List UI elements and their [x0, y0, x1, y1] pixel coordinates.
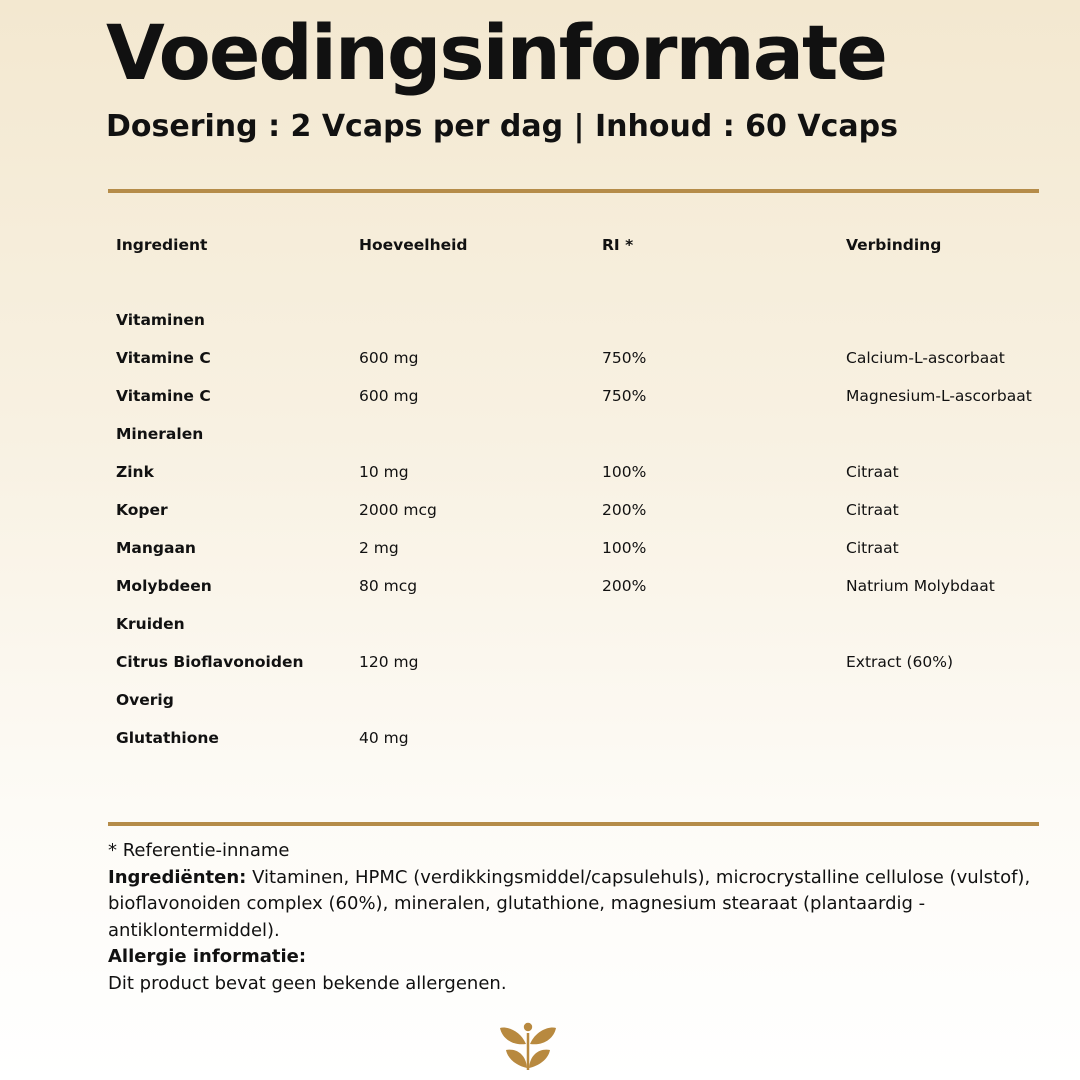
compound-cell: Magnesium-L-ascorbaat	[846, 387, 1032, 405]
ingredient-cell: Overig	[116, 691, 174, 709]
logo-head	[524, 1023, 532, 1031]
ingredient-cell: Koper	[116, 501, 168, 519]
compound-cell: Citraat	[846, 501, 899, 519]
header-amount: Hoeveelheid	[359, 236, 468, 254]
header-ri: RI *	[602, 236, 634, 254]
ri-cell: 200%	[602, 577, 647, 595]
amount-cell: 600 mg	[359, 387, 419, 405]
table-row	[116, 719, 1066, 757]
ri-footnote: * Referentie-inname	[108, 840, 290, 861]
table-section-row	[116, 605, 1066, 643]
ri-cell: 200%	[602, 501, 647, 519]
amount-cell: 120 mg	[359, 653, 419, 671]
compound-cell: Citraat	[846, 463, 899, 481]
table-row	[116, 339, 1066, 377]
allergy-label: Allergie informatie:	[108, 946, 307, 967]
header-ingredient: Ingredient	[116, 236, 208, 254]
table-row	[116, 529, 1066, 567]
table-section-row	[116, 681, 1066, 719]
bottom-divider	[108, 822, 1039, 826]
top-divider	[108, 189, 1039, 193]
ingredient-cell: Molybdeen	[116, 577, 212, 595]
logo-left-leaf	[500, 1028, 526, 1045]
ingredients-paragraph	[108, 865, 1073, 945]
ingredient-cell: Mangaan	[116, 539, 196, 557]
table-section-row	[116, 415, 1066, 453]
ri-cell: 100%	[602, 463, 647, 481]
ri-cell: 750%	[602, 349, 647, 367]
nutrition-table	[116, 226, 1066, 757]
ri-cell: 750%	[602, 387, 647, 405]
ingredient-cell: Vitamine C	[116, 349, 211, 367]
footnote-block	[108, 838, 1073, 997]
leaf-figure-logo-icon	[498, 1020, 558, 1072]
amount-cell: 600 mg	[359, 349, 419, 367]
compound-cell: Citraat	[846, 539, 899, 557]
header-compound: Verbinding	[846, 236, 942, 254]
ingredient-cell: Citrus Bioflavonoiden	[116, 653, 304, 671]
table-row	[116, 377, 1066, 415]
table-row	[116, 643, 1066, 681]
ingredient-cell: Vitaminen	[116, 311, 205, 329]
ri-cell: 100%	[602, 539, 647, 557]
logo-right-leaf	[530, 1028, 556, 1045]
allergy-text: Dit product bevat geen bekende allergenen.	[108, 972, 507, 994]
compound-cell: Natrium Molybdaat	[846, 577, 995, 595]
ingredient-cell: Vitamine C	[116, 387, 211, 405]
table-row	[116, 567, 1066, 605]
amount-cell: 2000 mcg	[359, 501, 437, 519]
dosage-subtitle: Dosering : 2 Vcaps per dag | Inhoud : 60 Vcaps	[106, 109, 898, 144]
compound-cell: Extract (60%)	[846, 653, 953, 671]
amount-cell: 80 mcg	[359, 577, 418, 595]
table-row	[116, 453, 1066, 491]
ingredient-cell: Kruiden	[116, 615, 185, 633]
ingredient-cell: Glutathione	[116, 729, 219, 747]
ingredient-cell: Zink	[116, 463, 154, 481]
ingredients-label: Ingrediënten:	[108, 866, 247, 888]
compound-cell: Calcium-L-ascorbaat	[846, 349, 1005, 367]
table-header-row	[116, 226, 1066, 264]
amount-cell: 2 mg	[359, 539, 399, 557]
table-body	[116, 301, 1066, 757]
logo-bottom-right-leaf	[529, 1050, 550, 1068]
page-title: Voedingsinformate	[106, 8, 886, 97]
ingredient-cell: Mineralen	[116, 425, 204, 443]
logo-bottom-left-leaf	[506, 1050, 527, 1068]
table-row	[116, 491, 1066, 529]
table-section-row	[116, 301, 1066, 339]
amount-cell: 40 mg	[359, 729, 409, 747]
amount-cell: 10 mg	[359, 463, 409, 481]
ingredients-text: Vitaminen, HPMC (verdikkingsmiddel/capsulehuls), microcrystalline cellulose (vulstof), bioflavonoiden complex (60%), mineralen, glutathione, magnesium stearaat (plantaardig - antiklontermiddel).	[108, 866, 1031, 941]
